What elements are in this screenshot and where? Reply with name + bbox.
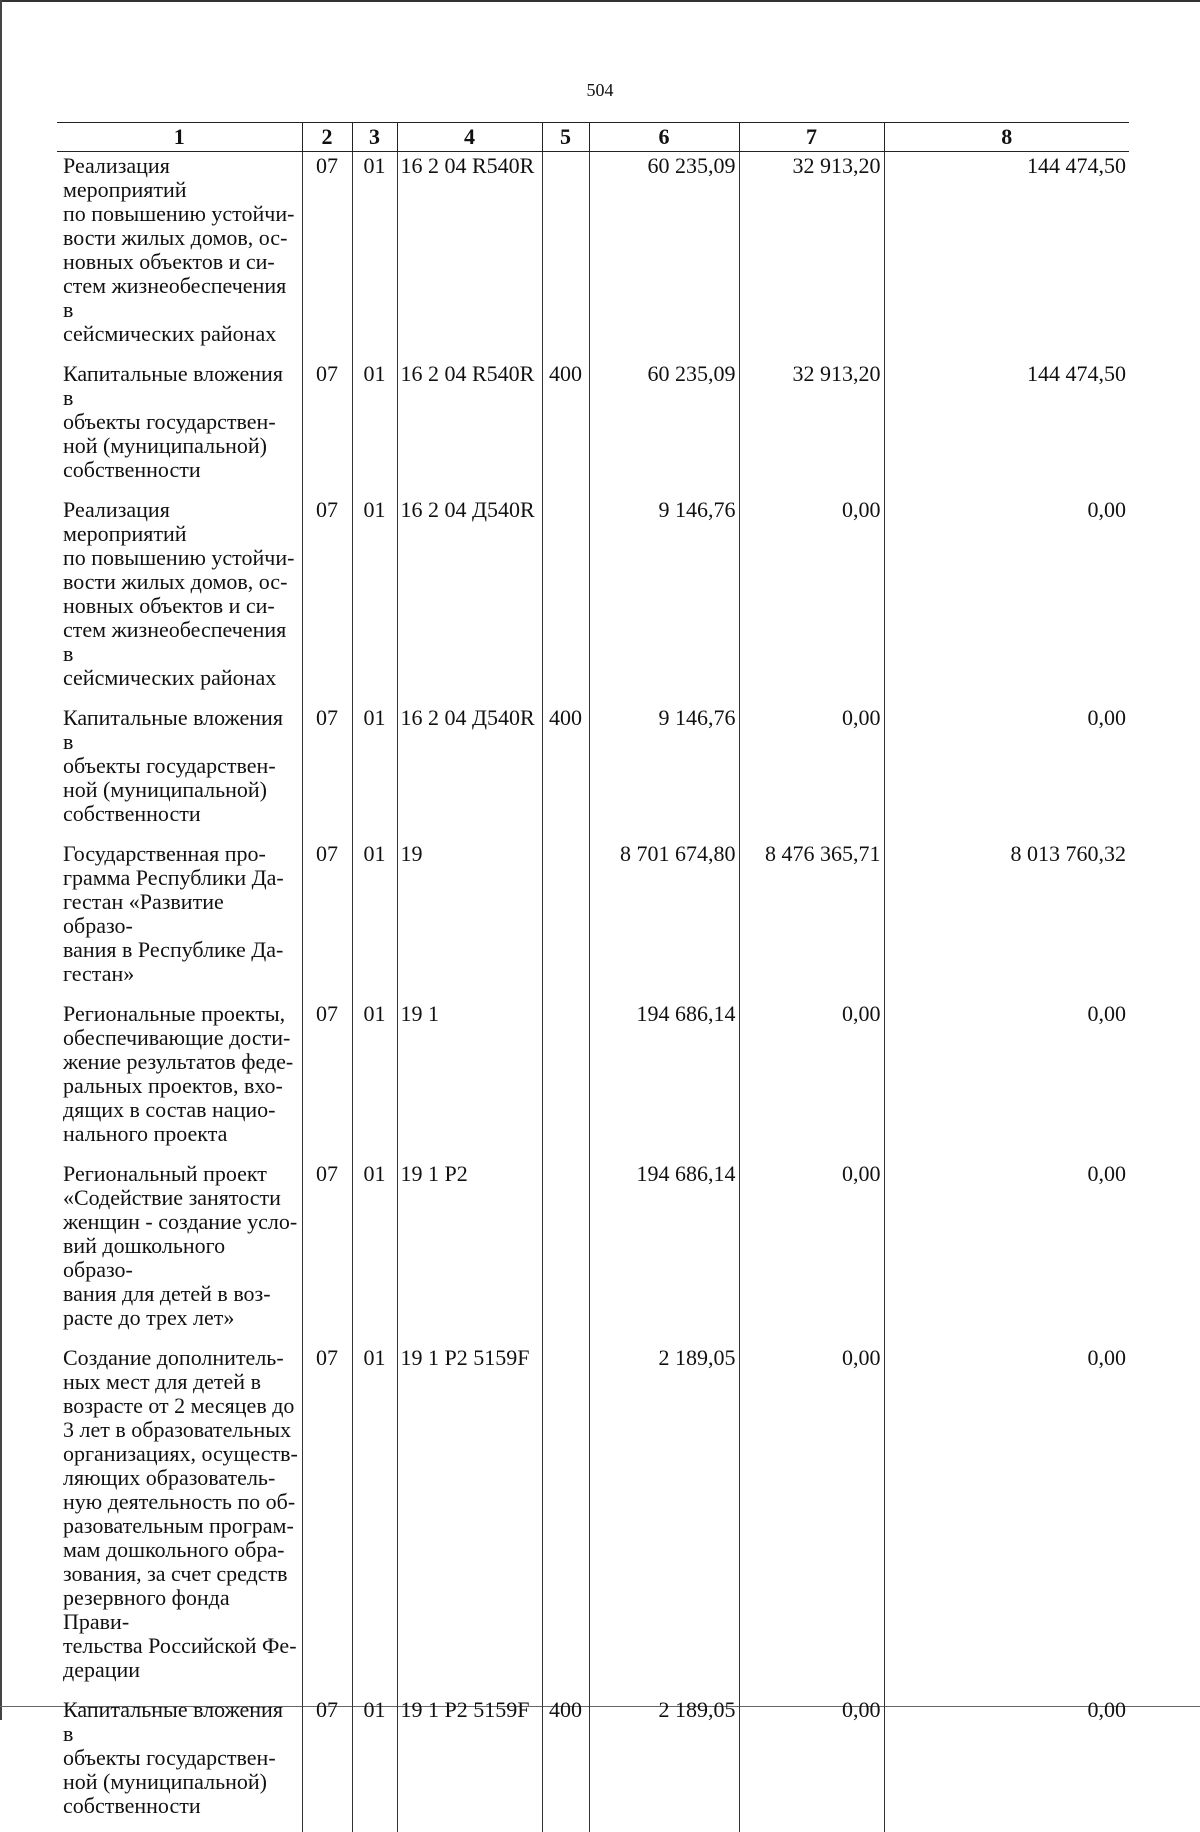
cell-amount-col6: 194 686,14 [589, 1000, 739, 1160]
cell-subsection: 01 [352, 1344, 397, 1696]
cell-subsection: 01 [352, 704, 397, 840]
header-col-8: 8 [884, 123, 1129, 152]
cell-description [57, 152, 302, 361]
table-row [57, 704, 1129, 840]
table-row [57, 496, 1129, 704]
cell-expense-type: 400 [542, 704, 589, 840]
description-line: собственности [63, 801, 201, 826]
description-line: женщин - создание усло- [63, 1209, 297, 1234]
cell-section: 07 [302, 1696, 352, 1832]
cell-description [57, 496, 302, 704]
cell-target-article: 19 1 P2 [397, 1160, 542, 1344]
header-col-1: 1 [57, 123, 302, 152]
cell-expense-type: 400 [542, 360, 589, 496]
description-line: Капитальные вложения в [63, 705, 283, 754]
description-line: резервного фонда Прави- [63, 1585, 230, 1634]
description-line: ляющих образователь- [63, 1465, 275, 1490]
cell-expense-type [542, 1160, 589, 1344]
description-line: объекты государствен- [63, 409, 276, 434]
cell-subsection: 01 [352, 1160, 397, 1344]
description-line: ной (муниципальной) [63, 433, 267, 458]
cell-amount-col6: 60 235,09 [589, 152, 739, 361]
description-line: новных объектов и си- [63, 249, 275, 274]
cell-section: 07 [302, 1344, 352, 1696]
description-line: нального проекта [63, 1121, 227, 1146]
cell-amount-col8: 0,00 [884, 1344, 1129, 1696]
cell-subsection: 01 [352, 1696, 397, 1832]
description-line: гестан» [63, 961, 134, 986]
description-line: Капитальные вложения в [63, 1697, 283, 1746]
description-line: гестан «Развитие образо- [63, 889, 224, 938]
cell-expense-type [542, 840, 589, 1000]
cell-amount-col7: 8 476 365,71 [739, 840, 884, 1000]
description-line: вий дошкольного образо- [63, 1233, 225, 1282]
description-line: Создание дополнитель- [63, 1345, 284, 1370]
description-line: по повышению устойчи- [63, 201, 294, 226]
description-line: 3 лет в образовательных [63, 1417, 291, 1442]
cell-amount-col8: 8 013 760,32 [884, 840, 1129, 1000]
cell-expense-type [542, 152, 589, 361]
cell-description [57, 360, 302, 496]
cell-amount-col6: 8 701 674,80 [589, 840, 739, 1000]
cell-description [57, 1696, 302, 1832]
cell-target-article: 16 2 04 Д540R [397, 496, 542, 704]
header-col-3: 3 [352, 123, 397, 152]
cell-amount-col7: 0,00 [739, 1000, 884, 1160]
description-line: ральных проектов, вхо- [63, 1073, 283, 1098]
cell-amount-col8: 0,00 [884, 704, 1129, 840]
cell-amount-col6: 194 686,14 [589, 1160, 739, 1344]
description-line: по повышению устойчи- [63, 545, 294, 570]
cell-amount-col7: 32 913,20 [739, 152, 884, 361]
description-line: Реализация мероприятий [63, 153, 187, 202]
cell-subsection: 01 [352, 840, 397, 1000]
description-line: организациях, осуществ- [63, 1441, 298, 1466]
description-line: расте до трех лет» [63, 1305, 234, 1330]
cell-section: 07 [302, 152, 352, 361]
description-line: ной (муниципальной) [63, 777, 267, 802]
description-line: Реализация мероприятий [63, 497, 187, 546]
table-row [57, 840, 1129, 1000]
description-line: собственности [63, 457, 201, 482]
description-line: мам дошкольного обра- [63, 1537, 284, 1562]
scan-top-edge [0, 0, 1200, 5]
header-col-4: 4 [397, 123, 542, 152]
cell-amount-col8: 144 474,50 [884, 360, 1129, 496]
cell-target-article: 16 2 04 R540R [397, 360, 542, 496]
header-col-7: 7 [739, 123, 884, 152]
cell-target-article: 19 1 P2 5159F [397, 1696, 542, 1832]
cell-description [57, 704, 302, 840]
description-line: сейсмических районах [63, 665, 276, 690]
cell-amount-col7: 0,00 [739, 1160, 884, 1344]
description-line: разовательным програм- [63, 1513, 294, 1538]
cell-amount-col7: 0,00 [739, 704, 884, 840]
cell-description [57, 1000, 302, 1160]
cell-expense-type: 400 [542, 1696, 589, 1832]
cell-amount-col7: 32 913,20 [739, 360, 884, 496]
scan-left-edge [0, 0, 5, 1720]
table-row [57, 1160, 1129, 1344]
description-line: Капитальные вложения в [63, 361, 283, 410]
description-line: объекты государствен- [63, 1745, 276, 1770]
header-col-2: 2 [302, 123, 352, 152]
cell-subsection: 01 [352, 360, 397, 496]
cell-expense-type [542, 496, 589, 704]
description-line: новных объектов и си- [63, 593, 275, 618]
cell-amount-col8: 0,00 [884, 1160, 1129, 1344]
cell-description [57, 1344, 302, 1696]
cell-amount-col6: 2 189,05 [589, 1344, 739, 1696]
description-line: грамма Республики Да- [63, 865, 284, 890]
cell-section: 07 [302, 704, 352, 840]
cell-amount-col7: 0,00 [739, 1696, 884, 1832]
table-row [57, 360, 1129, 496]
description-line: стем жизнеобеспечения в [63, 273, 286, 322]
description-line: сейсмических районах [63, 321, 276, 346]
cell-amount-col8: 144 474,50 [884, 152, 1129, 361]
cell-amount-col6: 9 146,76 [589, 704, 739, 840]
cell-section: 07 [302, 360, 352, 496]
cell-amount-col8: 0,00 [884, 496, 1129, 704]
description-line: ной (муниципальной) [63, 1769, 267, 1794]
page-number: 504 [0, 80, 1200, 101]
description-line: стем жизнеобеспечения в [63, 617, 286, 666]
cell-description [57, 1160, 302, 1344]
description-line: вания в Республике Да- [63, 937, 283, 962]
cell-subsection: 01 [352, 1000, 397, 1160]
cell-expense-type [542, 1344, 589, 1696]
cell-target-article: 16 2 04 R540R [397, 152, 542, 361]
description-line: обеспечивающие дости- [63, 1025, 290, 1050]
cell-amount-col6: 9 146,76 [589, 496, 739, 704]
description-line: Региональные проекты, [63, 1001, 285, 1026]
table-body [57, 152, 1129, 1832]
cell-section: 07 [302, 840, 352, 1000]
cell-section: 07 [302, 496, 352, 704]
description-line: возрасте от 2 месяцев до [63, 1393, 294, 1418]
description-line: вости жилых домов, ос- [63, 569, 287, 594]
header-col-5: 5 [542, 123, 589, 152]
description-line: Региональный проект [63, 1161, 267, 1186]
description-line: дящих в состав нацио- [63, 1097, 275, 1122]
cell-target-article: 16 2 04 Д540R [397, 704, 542, 840]
table-row [57, 152, 1129, 361]
cell-amount-col8: 0,00 [884, 1000, 1129, 1160]
cell-amount-col6: 2 189,05 [589, 1696, 739, 1832]
description-line: объекты государствен- [63, 753, 276, 778]
cell-subsection: 01 [352, 152, 397, 361]
table-row [57, 1696, 1129, 1832]
description-line: тельства Российской Фе- [63, 1633, 297, 1658]
description-line: ную деятельность по об- [63, 1489, 295, 1514]
table-row [57, 1000, 1129, 1160]
cell-section: 07 [302, 1000, 352, 1160]
table-row [57, 1344, 1129, 1696]
cell-subsection: 01 [352, 496, 397, 704]
description-line: вости жилых домов, ос- [63, 225, 287, 250]
cell-amount-col7: 0,00 [739, 1344, 884, 1696]
cell-amount-col7: 0,00 [739, 496, 884, 704]
cell-section: 07 [302, 1160, 352, 1344]
header-col-6: 6 [589, 123, 739, 152]
cell-target-article: 19 [397, 840, 542, 1000]
description-line: зования, за счет средств [63, 1561, 288, 1586]
cell-description [57, 840, 302, 1000]
header-row [57, 123, 1129, 152]
cell-target-article: 19 1 [397, 1000, 542, 1160]
cell-amount-col6: 60 235,09 [589, 360, 739, 496]
description-line: дерации [63, 1657, 140, 1682]
description-line: ных мест для детей в [63, 1369, 261, 1394]
description-line: Государственная про- [63, 841, 266, 866]
cell-target-article: 19 1 P2 5159F [397, 1344, 542, 1696]
description-line: «Содействие занятости [63, 1185, 281, 1210]
description-line: жение результатов феде- [63, 1049, 293, 1074]
cell-expense-type [542, 1000, 589, 1160]
description-line: вания для детей в воз- [63, 1281, 271, 1306]
budget-table [57, 122, 1129, 1832]
description-line: собственности [63, 1793, 201, 1818]
cell-amount-col8: 0,00 [884, 1696, 1129, 1832]
